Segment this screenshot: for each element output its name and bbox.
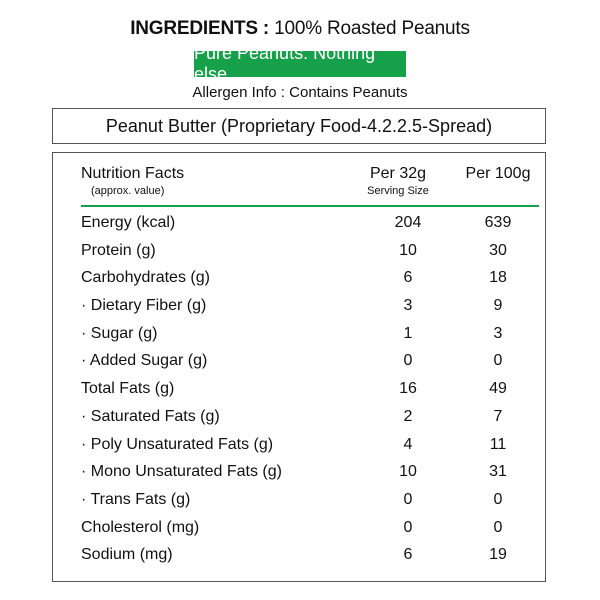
table-row xyxy=(53,321,545,349)
value-per-serving: 2 xyxy=(403,407,413,425)
value-per-100g: 9 xyxy=(493,297,503,315)
value-per-serving: 6 xyxy=(403,269,413,287)
nutrient-name: · Dietary Fiber (g) xyxy=(81,297,207,315)
value-per-serving: 6 xyxy=(403,546,413,564)
nutrient-name: · Mono Unsaturated Fats (g) xyxy=(81,463,282,481)
value-per-100g: 7 xyxy=(493,407,503,425)
table-row xyxy=(53,432,545,460)
nutrition-panel xyxy=(52,152,546,582)
nutrition-facts-subtitle: (approx. value) xyxy=(91,185,165,197)
value-per-serving: 10 xyxy=(399,241,417,259)
table-row xyxy=(53,487,545,515)
nutrient-name: · Trans Fats (g) xyxy=(81,490,191,508)
table-row xyxy=(53,210,545,238)
nutrition-rows xyxy=(53,210,545,570)
nutrition-facts-title: Nutrition Facts xyxy=(81,165,185,182)
table-row xyxy=(53,459,545,487)
ingredients-line xyxy=(0,18,600,40)
value-per-100g: 639 xyxy=(484,214,512,231)
nutrient-name: Energy (kcal) xyxy=(81,214,176,231)
value-per-100g: 11 xyxy=(489,435,507,453)
value-per-serving: 204 xyxy=(394,214,422,231)
column-header-per-100g: Per 100g xyxy=(465,165,531,182)
table-row xyxy=(53,404,545,432)
tagline-text: Pure Peanuts. Nothing else. xyxy=(194,43,376,84)
nutrient-name: · Sugar (g) xyxy=(81,324,158,342)
table-row xyxy=(53,293,545,321)
value-per-serving: 1 xyxy=(403,324,413,342)
value-per-serving: 4 xyxy=(403,435,413,453)
table-row xyxy=(53,542,545,570)
nutrient-name: · Saturated Fats (g) xyxy=(81,407,220,425)
allergen-info: Allergen Info : Contains Peanuts xyxy=(192,84,408,101)
value-per-100g: 0 xyxy=(493,352,503,370)
table-row xyxy=(53,265,545,293)
product-name: Peanut Butter (Proprietary Food-4.2.2.5-Spread) xyxy=(105,115,493,136)
value-per-100g: 0 xyxy=(493,490,503,508)
table-row xyxy=(53,348,545,376)
nutrient-name: Total Fats (g) xyxy=(81,380,175,398)
header-divider xyxy=(81,205,539,207)
value-per-serving: 16 xyxy=(399,380,417,398)
value-per-serving: 0 xyxy=(403,490,413,508)
column-header-per-serving: Per 32g xyxy=(369,165,427,182)
value-per-100g: 49 xyxy=(489,380,507,398)
value-per-100g: 30 xyxy=(489,241,507,259)
table-row xyxy=(53,515,545,543)
value-per-100g: 18 xyxy=(489,269,507,287)
ingredients-value: 100% Roasted Peanuts xyxy=(274,18,470,39)
value-per-serving: 0 xyxy=(403,518,413,536)
product-name-box xyxy=(52,108,546,144)
table-row xyxy=(53,238,545,266)
nutrient-name: Sodium (mg) xyxy=(81,546,173,564)
ingredients-label: INGREDIENTS : xyxy=(130,18,270,39)
value-per-100g: 3 xyxy=(493,324,503,342)
nutrient-name: Protein (g) xyxy=(81,241,156,259)
value-per-serving: 0 xyxy=(403,352,413,370)
value-per-100g: 31 xyxy=(489,463,507,481)
nutrient-name: · Poly Unsaturated Fats (g) xyxy=(81,435,274,453)
value-per-serving: 3 xyxy=(403,297,413,315)
nutrient-name: Carbohydrates (g) xyxy=(81,269,210,287)
nutrient-name: · Added Sugar (g) xyxy=(81,352,208,370)
nutrient-name: Cholesterol (mg) xyxy=(81,518,200,536)
value-per-100g: 0 xyxy=(493,518,503,536)
tagline-banner xyxy=(194,43,406,84)
column-subheader-serving-size: Serving Size xyxy=(367,185,429,197)
table-row xyxy=(53,376,545,404)
value-per-serving: 10 xyxy=(399,463,417,481)
value-per-100g: 19 xyxy=(489,546,507,564)
